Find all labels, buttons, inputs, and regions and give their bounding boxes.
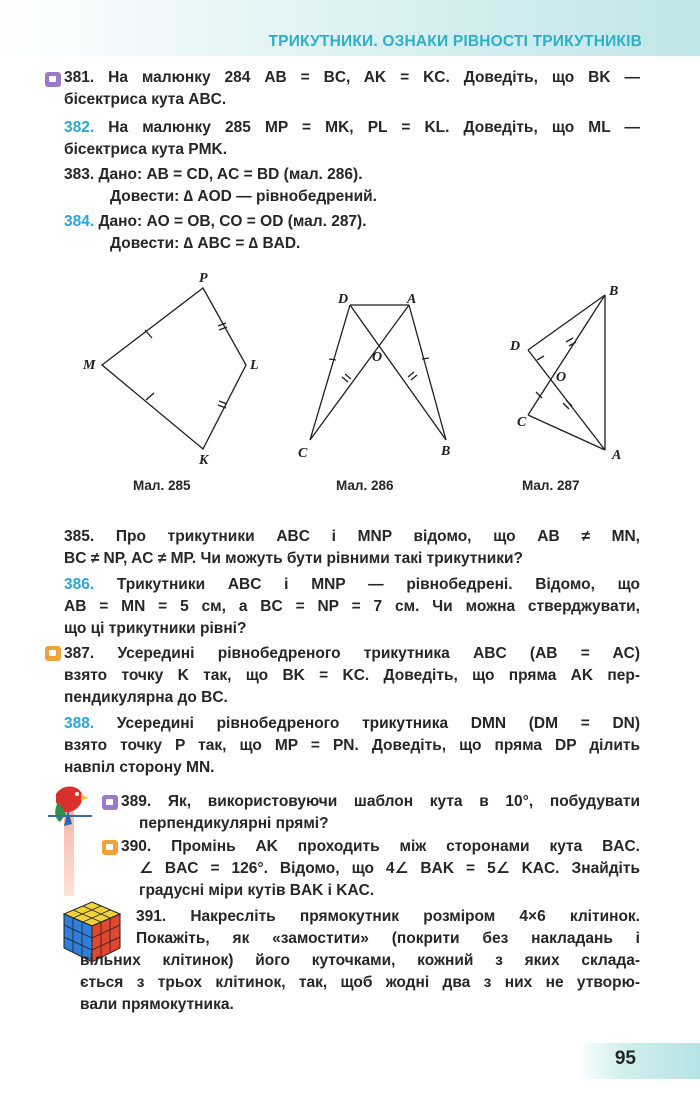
problem-text: ∠ BAC = 126°. Відомо, що 4∠ BAK = 5∠ KAC. Знайдіть xyxy=(139,860,640,877)
problem-391 xyxy=(136,906,640,950)
problem-number: 384. xyxy=(64,213,95,230)
problem-number: 386. xyxy=(64,576,95,593)
problem-390 xyxy=(121,836,640,902)
vertex-label: O xyxy=(372,350,383,365)
vertex-label: C xyxy=(517,415,527,430)
problem-text: пендикулярна до BC. xyxy=(64,689,228,706)
problem-text: вільних клітинок) його куточками, кожний з яких склада- xyxy=(80,952,640,969)
problem-386 xyxy=(64,574,640,640)
vertex-label: B xyxy=(441,444,451,459)
problem-text: Промінь AK проходить між сторонами кута BAC. xyxy=(171,838,640,855)
problem-number: 385. xyxy=(64,528,95,545)
figure-285-diagram xyxy=(0,262,700,502)
problem-text: градусні міри кутів BAK і KAC. xyxy=(139,882,375,899)
problem-number: 389. xyxy=(121,793,152,810)
problem-number: 382. xyxy=(64,119,95,136)
difficulty-badge-icon xyxy=(102,795,118,810)
problem-384 xyxy=(64,211,640,255)
vertex-label: D xyxy=(510,339,521,354)
problem-text: Довести: ∆ ABC = ∆ BAD. xyxy=(110,235,301,252)
problem-number: 381. xyxy=(64,69,95,86)
problem-391-continued xyxy=(80,950,640,1016)
problem-text: взято точку P так, що MP = PN. Доведіть, що пряма DP ділить xyxy=(64,737,640,754)
problem-text: На малюнку 284 AB = BC, AK = KC. Доведіть, що BK — xyxy=(108,69,640,86)
problem-text: Усередині рівнобедреного трикутника DMN (DM = DN) xyxy=(116,715,640,732)
problem-text: Довести: ∆ AOD — рівнобедрений. xyxy=(110,188,377,205)
vertex-label: P xyxy=(199,271,208,286)
vertex-label: A xyxy=(407,292,417,307)
problem-text: взято точку K так, що BK = KC. Доведіть, що пряма AK пер- xyxy=(64,667,640,684)
vertex-label: L xyxy=(250,358,259,373)
problem-number: 391. xyxy=(136,908,167,925)
problem-382 xyxy=(64,117,640,161)
problem-text: Трикутники ABC і MNP — рівнобедрені. Відомо, що xyxy=(116,576,640,593)
problem-text: ється з трьох клітинок, так, щоб жодні два з них не утворю- xyxy=(80,974,640,991)
vertex-label: A xyxy=(612,448,622,463)
problem-text: навпіл сторону MN. xyxy=(64,759,215,776)
problem-text: AB = MN = 5 см, а BC = NP = 7 см. Чи можна стверджувати, xyxy=(64,598,640,615)
problem-text: Усередині рівнобедреного трикутника ABC (AB = AC) xyxy=(117,645,640,662)
problem-text: вали прямокутника. xyxy=(80,996,234,1013)
problem-text: Дано: AB = CD, AC = BD (мал. 286). xyxy=(98,166,363,183)
problem-text: Як, використовуючи шаблон кута в 10°, побудувати xyxy=(167,793,640,810)
problem-number: 387. xyxy=(64,645,95,662)
problem-388 xyxy=(64,713,640,779)
difficulty-badge-icon xyxy=(45,72,61,87)
page-number: 95 xyxy=(614,1048,636,1069)
vertex-label: K xyxy=(199,453,209,468)
problem-number: 388. xyxy=(64,715,95,732)
problem-text: бісектриса кута ABC. xyxy=(64,91,227,108)
problem-389 xyxy=(121,791,640,835)
vertex-label: C xyxy=(298,446,308,461)
figure-caption: Мал. 286 xyxy=(336,478,394,493)
problem-text: перпендикулярні прямі? xyxy=(139,815,329,832)
problem-385 xyxy=(64,526,640,570)
parrot-icon xyxy=(48,782,98,897)
figure-caption: Мал. 287 xyxy=(522,478,580,493)
problem-381 xyxy=(64,67,640,111)
quadrilateral-mpkl xyxy=(102,288,246,449)
vertex-label: M xyxy=(83,358,96,373)
problem-text: BC ≠ NP, AC ≠ MP. Чи можуть бути рівними такі трикутники? xyxy=(64,550,523,567)
figure-caption: Мал. 285 xyxy=(133,478,191,493)
page-header-title: ТРИКУТНИКИ. ОЗНАКИ РІВНОСТІ ТРИКУТНИКІВ xyxy=(268,33,642,50)
problem-text: Накресліть прямокутник розміром 4×6 клітинок. xyxy=(190,908,640,925)
vertex-label: O xyxy=(556,370,567,385)
vertex-label: B xyxy=(609,284,619,299)
problem-number: 383. xyxy=(64,166,95,183)
problem-text: Про трикутники ABC і MNP відомо, що AB ≠ MN, xyxy=(115,528,640,545)
problem-387 xyxy=(64,643,640,709)
problem-text: що ці трикутники рівні? xyxy=(64,620,247,637)
vertex-label: D xyxy=(338,292,349,307)
problem-text: Дано: AO = OB, CO = OD (мал. 287). xyxy=(98,213,367,230)
difficulty-badge-icon xyxy=(45,646,61,661)
problem-text: бісектриса кута PMK. xyxy=(64,141,228,158)
problem-number: 390. xyxy=(121,838,152,855)
page-number-band xyxy=(576,1043,700,1079)
problem-383 xyxy=(64,164,640,208)
problem-text: На малюнку 285 MP = MK, PL = KL. Доведіть, що ML — xyxy=(108,119,640,136)
difficulty-badge-icon xyxy=(102,840,118,855)
problem-text: Покажіть, як «замостити» (покрити без накладань і xyxy=(136,930,640,947)
